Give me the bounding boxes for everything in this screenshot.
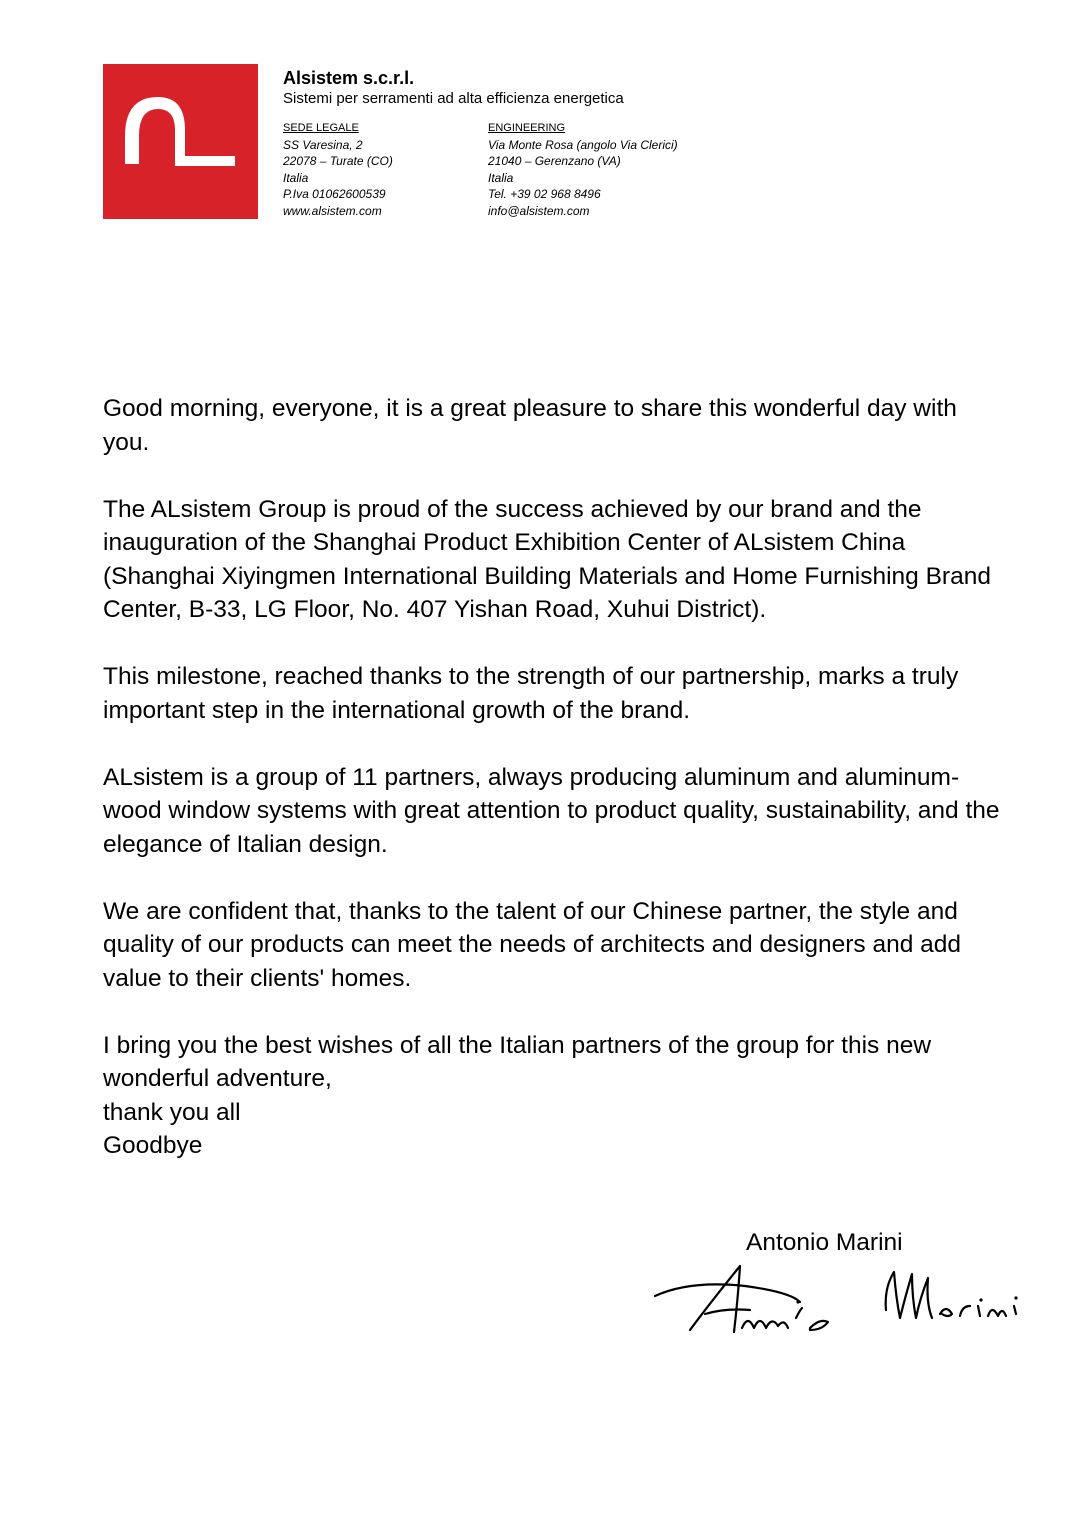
handwritten-signature-icon (650, 1258, 1040, 1348)
signer-name: Antonio Marini (746, 1229, 903, 1256)
letter-body (103, 392, 1003, 1163)
sede-legale-country: Italia (283, 170, 309, 185)
paragraph-inauguration: The ALsistem Group is proud of the success achieved by our brand and the inauguration of the Shanghai Product Exhibition Center of ALsistem China (Shanghai Xiyingmen International Building Materials and Home Furnishing Brand Center, B-33, LG Floor, No. 407 Yishan Road, Xuhui District). (103, 495, 991, 623)
engineering-city: 21040 – Gerenzano (VA) (488, 154, 621, 168)
closing-thanks: thank you all (103, 1098, 241, 1126)
closing-block (103, 1029, 1003, 1163)
sede-legale-street: SS Varesina, 2 (283, 137, 363, 152)
sede-legale-heading: SEDE LEGALE (283, 122, 359, 134)
sede-legale-block (283, 120, 393, 219)
sede-legale-city: 22078 – Turate (CO) (283, 154, 393, 168)
engineering-block (488, 120, 678, 219)
paragraph-group: ALsistem is a group of 11 partners, always producing aluminum and aluminum-wood window systems with great attention to product quality, sustainability, and the elegance of Italian design. (103, 763, 1000, 858)
engineering-phone: Tel. +39 02 968 8496 (488, 187, 601, 201)
engineering-heading: ENGINEERING (488, 122, 566, 134)
engineering-street: Via Monte Rosa (angolo Via Clerici) (488, 137, 678, 152)
company-tagline: Sistemi per serramenti ad alta efficienza energetica (283, 90, 624, 107)
sede-legale-vat: P.Iva 01062600539 (283, 187, 386, 201)
logo-wordmark: ALSISTEM (140, 239, 221, 254)
paragraph-confidence: We are confident that, thanks to the talent of our Chinese partner, the style and quality of our products can meet the needs of architects and designers and add value to their clients' homes. (103, 897, 962, 992)
company-logo (103, 64, 258, 254)
engineering-email: info@alsistem.com (488, 203, 590, 218)
paragraph-milestone: This milestone, reached thanks to the strength of our partnership, marks a truly important step in the international growth of the brand. (103, 663, 959, 724)
closing-goodbye: Goodbye (103, 1132, 203, 1159)
company-name: Alsistem s.c.r.l. (283, 68, 415, 88)
alsistem-logo-mark (103, 64, 258, 219)
closing-wishes: I bring you the best wishes of all the Italian partners of the group for this new wonderful adventure, (103, 1031, 932, 1092)
sede-legale-website: www.alsistem.com (283, 203, 382, 218)
paragraph-greeting: Good morning, everyone, it is a great pleasure to share this wonderful day with you. (103, 395, 957, 456)
engineering-country: Italia (488, 170, 514, 185)
company-header (283, 67, 624, 109)
